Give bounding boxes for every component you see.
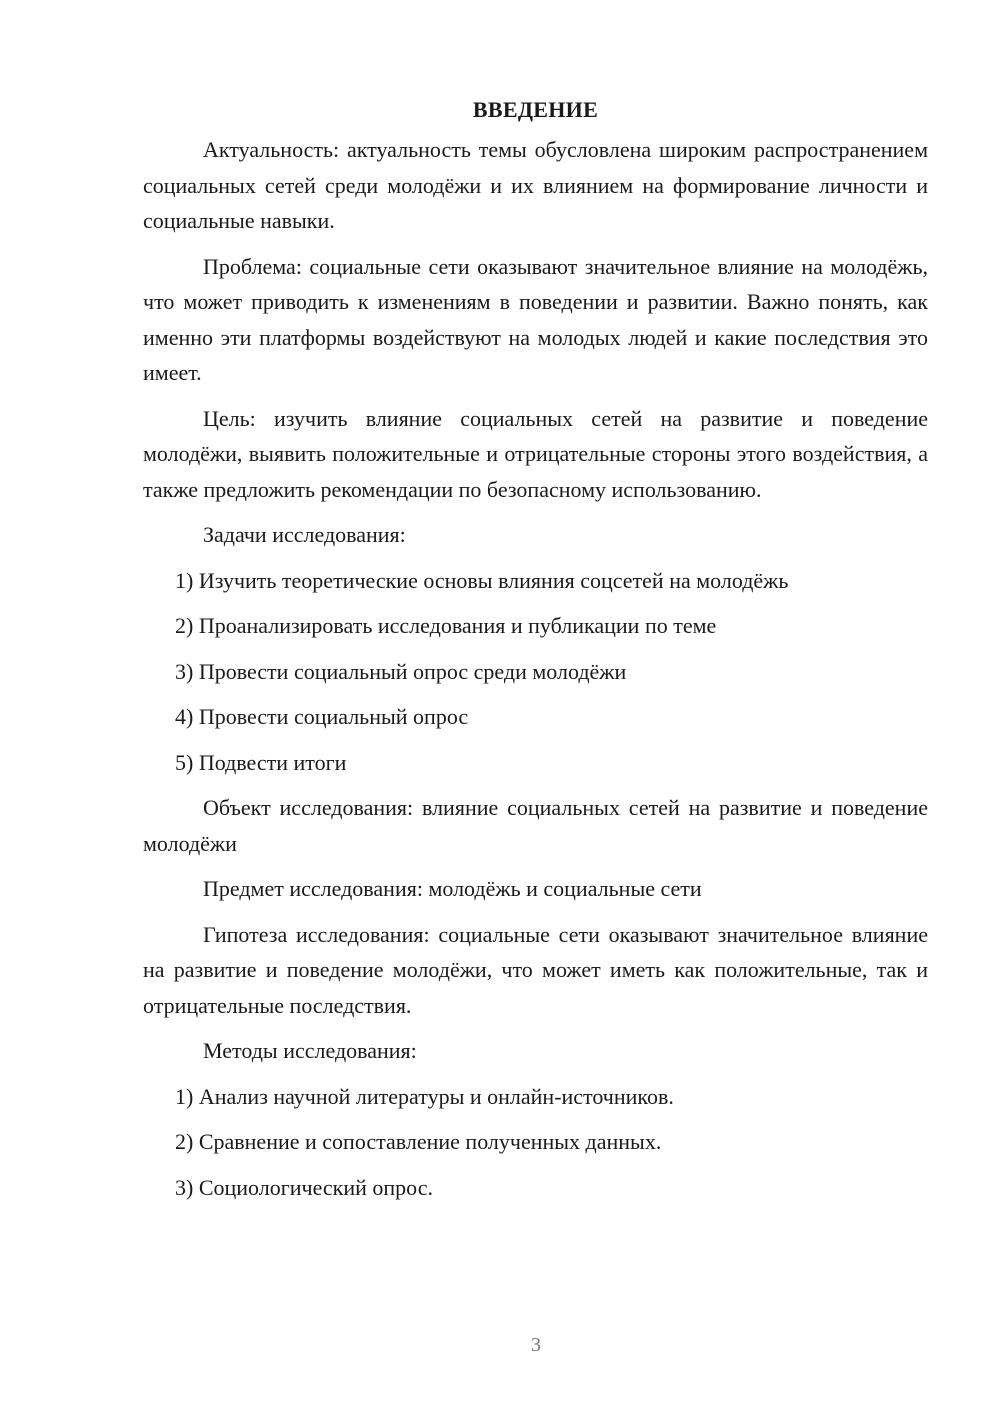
task-item-4: 4) Провести социальный опрос [175,704,469,729]
document-page [143,92,928,1215]
goal-paragraph: Цель: изучить влияние социальных сетей на развитие и поведение молодёжи, выявить положительные и отрицательные стороны этого воздействия, а также предложить рекомендации по безопасному использованию. [143,405,928,502]
page-number: 3 [531,1334,541,1356]
method-item-2: 2) Сравнение и сопоставление полученных данных. [175,1129,662,1154]
task-item-1: 1) Изучить теоретические основы влияния соцсетей на молодёжь [175,567,789,593]
task-item-3: 3) Провести социальный опрос среди молодёжи [175,658,627,684]
problem-paragraph: Проблема: социальные сети оказывают значительное влияние на молодёжь, что может приводить к изменениям в поведении и развитии. Важно понять, как именно эти платформы воздействуют на молодых людей и какие последствия это имеет. [143,253,928,385]
section-title: ВВЕДЕНИЕ [472,97,599,122]
methods-heading: Методы исследования: [203,1038,417,1063]
subject-paragraph: Предмет исследования: молодёжь и социальные сети [203,876,702,901]
method-item-1: 1) Анализ научной литературы и онлайн-источников. [175,1083,674,1109]
method-item-3: 3) Социологический опрос. [175,1174,433,1200]
task-item-2: 2) Проанализировать исследования и публикации по теме [175,613,717,638]
object-paragraph: Объект исследования: влияние социальных сетей на развитие и поведение молодёжи [143,795,928,856]
tasks-heading: Задачи исследования: [203,522,406,547]
hypothesis-paragraph: Гипотеза исследования: социальные сети оказывают значительное влияние на развитие и поведение молодёжи, что может иметь как положительные, так и отрицательные последствия. [143,921,928,1018]
task-item-5: 5) Подвести итоги [175,749,347,775]
relevance-paragraph: Актуальность: актуальность темы обусловлена широким распространением социальных сетей среди молодёжи и их влиянием на формирование личности и социальные навыки. [143,137,928,233]
